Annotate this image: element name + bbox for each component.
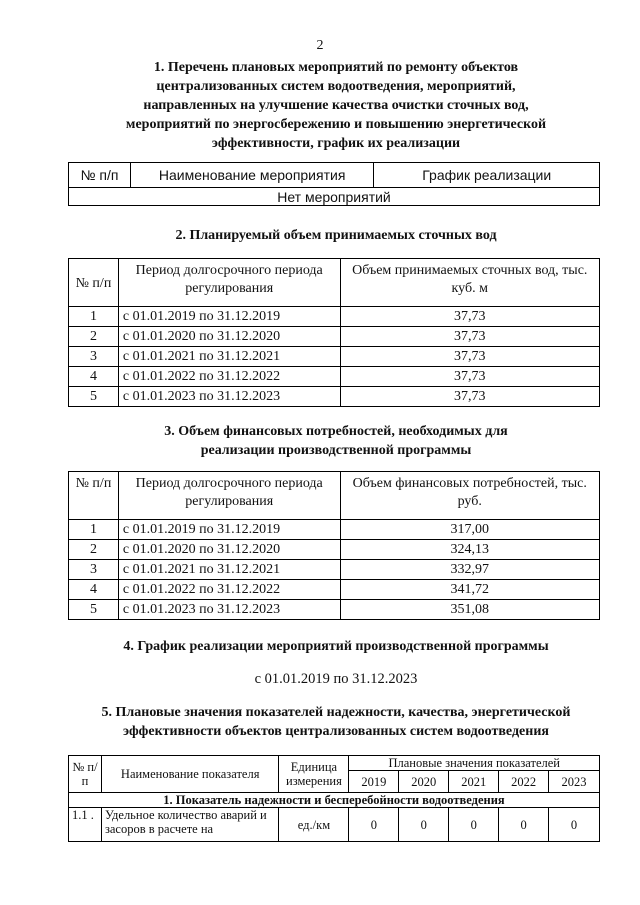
table-row: [69, 540, 600, 560]
row-period: с 01.01.2022 по 31.12.2022: [118, 367, 340, 387]
table-row: [69, 808, 600, 842]
row-value: 0: [399, 808, 449, 842]
table-header-cell: Объем принимаемых сточных вод, тыс. куб. м: [340, 259, 599, 307]
table-header-cell: № п/п: [69, 163, 131, 188]
section3-title: [60, 422, 612, 460]
row-number: 1: [69, 520, 119, 540]
row-value: 37,73: [340, 307, 599, 327]
section2-table: [68, 258, 600, 407]
row-value: 0: [499, 808, 549, 842]
section1-title-line: 1. Перечень плановых мероприятий по ремонту объектов: [153, 60, 519, 75]
section3-table: [68, 471, 600, 620]
section3-title-line: 3. Объем финансовых потребностей, необходимых для: [164, 424, 508, 439]
table-header-cell: № п/п: [69, 259, 119, 307]
row-period: с 01.01.2020 по 31.12.2020: [118, 540, 340, 560]
year-cell: 2021: [449, 771, 499, 793]
row-number: 5: [69, 600, 119, 620]
table-row: [69, 327, 600, 347]
table-row: [69, 307, 600, 327]
row-number: 4: [69, 580, 119, 600]
header-name: Наименование показателя: [101, 756, 279, 793]
section1-title: [60, 58, 612, 153]
year-cell: 2020: [399, 771, 449, 793]
row-value: 324,13: [340, 540, 600, 560]
row-number: 1.1 .: [69, 808, 102, 842]
row-number: 3: [69, 347, 119, 367]
table-header-cell: № п/п: [69, 472, 119, 520]
row-period: с 01.01.2019 по 31.12.2019: [118, 520, 340, 540]
section3-title-line: реализации производственной программы: [200, 443, 472, 458]
row-period: с 01.01.2021 по 31.12.2021: [118, 347, 340, 367]
row-period: с 01.01.2022 по 31.12.2022: [118, 580, 340, 600]
row-unit: ед./км: [279, 808, 349, 842]
section4-title: 4. График реализации мероприятий производственной программы: [123, 639, 549, 654]
table-row: [69, 580, 600, 600]
row-value: 37,73: [340, 387, 599, 407]
section5-title-line: эффективности объектов централизованных систем водоотведения: [123, 724, 549, 739]
empty-row-text: Нет мероприятий: [69, 188, 600, 206]
row-value: 0: [349, 808, 399, 842]
row-value: 37,73: [340, 327, 599, 347]
row-period: с 01.01.2019 по 31.12.2019: [118, 307, 340, 327]
section5-table: [68, 755, 600, 842]
year-cell: 2019: [349, 771, 399, 793]
row-value: 341,72: [340, 580, 600, 600]
row-number: 4: [69, 367, 119, 387]
table-header-cell: Период долгосрочного периода регулирования: [118, 472, 340, 520]
table-row: [69, 387, 600, 407]
row-period: с 01.01.2023 по 31.12.2023: [118, 600, 340, 620]
row-number: 1: [69, 307, 119, 327]
row-value: 37,73: [340, 367, 599, 387]
year-cell: 2023: [549, 771, 600, 793]
section1-title-line: направленных на улучшение качества очистки сточных вод,: [143, 98, 529, 113]
table-header-cell: Объем финансовых потребностей, тыс. руб.: [340, 472, 600, 520]
row-number: 3: [69, 560, 119, 580]
table-row: [69, 520, 600, 540]
section5-title-line: 5. Плановые значения показателей надежности, качества, энергетической: [101, 705, 571, 720]
section1-title-line: мероприятий по энергосбережению и повышению энергетической: [125, 117, 547, 132]
table-row: [69, 367, 600, 387]
row-name: Удельное количество аварий и засоров в расчете на: [101, 808, 279, 842]
header-plan: Плановые значения показателей: [349, 756, 600, 771]
row-value: 37,73: [340, 347, 599, 367]
row-period: с 01.01.2021 по 31.12.2021: [118, 560, 340, 580]
row-number: 5: [69, 387, 119, 407]
section1-table: [68, 162, 600, 206]
table-header-cell: Период долгосрочного периода регулирования: [118, 259, 340, 307]
group-title: 1. Показатель надежности и бесперебойности водоотведения: [69, 793, 600, 808]
row-number: 2: [69, 327, 119, 347]
section1-title-line: эффективности, график их реализации: [211, 136, 461, 151]
row-period: с 01.01.2023 по 31.12.2023: [118, 387, 340, 407]
row-value: 351,08: [340, 600, 600, 620]
year-cell: 2022: [499, 771, 549, 793]
table-header-cell: Наименование мероприятия: [130, 163, 374, 188]
table-row: [69, 347, 600, 367]
section4-period: с 01.01.2019 по 31.12.2023: [254, 671, 418, 687]
row-period: с 01.01.2020 по 31.12.2020: [118, 327, 340, 347]
table-row: [69, 600, 600, 620]
row-value: 317,00: [340, 520, 600, 540]
section1-title-line: централизованных систем водоотведения, мероприятий,: [156, 79, 516, 94]
header-unit: Единица измерения: [279, 756, 349, 793]
section5-title: [40, 703, 632, 741]
section2-title: 2. Планируемый объем принимаемых сточных вод: [175, 228, 497, 243]
page-number: 2: [316, 38, 324, 53]
row-number: 2: [69, 540, 119, 560]
row-value: 0: [449, 808, 499, 842]
table-header-cell: График реализации: [374, 163, 600, 188]
table-row: [69, 560, 600, 580]
row-value: 332,97: [340, 560, 600, 580]
row-value: 0: [549, 808, 600, 842]
header-num: № п/п: [69, 756, 102, 793]
